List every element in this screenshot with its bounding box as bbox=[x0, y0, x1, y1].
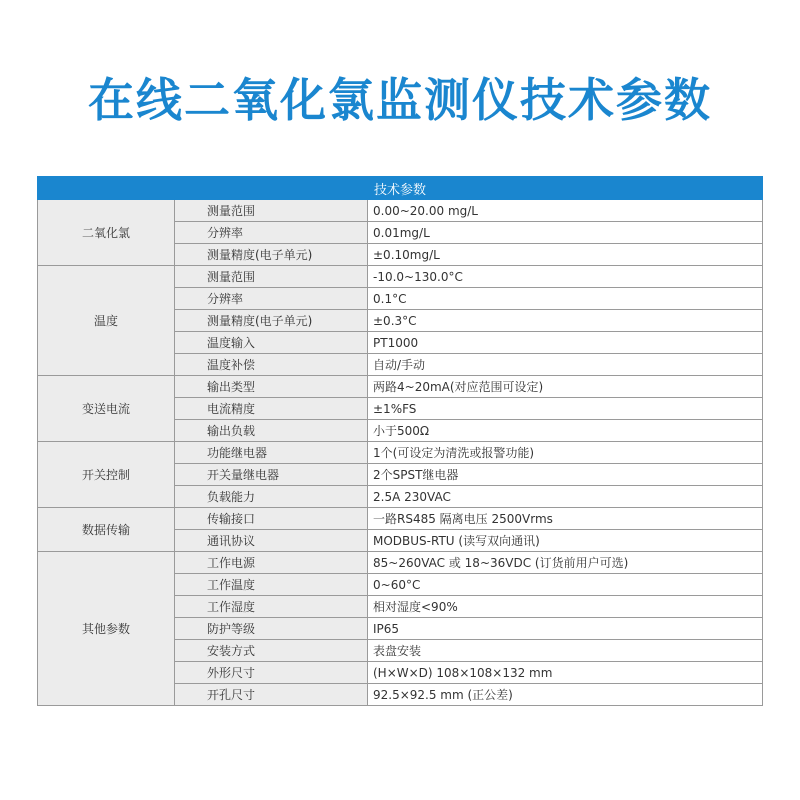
group-label: 其他参数 bbox=[38, 552, 175, 706]
param-value: 0.00~20.00 mg/L bbox=[368, 200, 763, 222]
param-value: ±0.3°C bbox=[368, 310, 763, 332]
group-label: 变送电流 bbox=[38, 376, 175, 442]
param-label: 温度输入 bbox=[175, 332, 368, 354]
param-value: 相对湿度<90% bbox=[368, 596, 763, 618]
param-label: 安装方式 bbox=[175, 640, 368, 662]
param-label: 功能继电器 bbox=[175, 442, 368, 464]
param-label: 测量精度(电子单元) bbox=[175, 244, 368, 266]
table-row bbox=[38, 376, 763, 398]
param-label: 开关量继电器 bbox=[175, 464, 368, 486]
param-value: ±1%FS bbox=[368, 398, 763, 420]
param-label: 外形尺寸 bbox=[175, 662, 368, 684]
param-label: 测量范围 bbox=[175, 200, 368, 222]
param-label: 分辨率 bbox=[175, 222, 368, 244]
table-row bbox=[38, 508, 763, 530]
param-value: 2个SPST继电器 bbox=[368, 464, 763, 486]
param-value: 小于500Ω bbox=[368, 420, 763, 442]
param-label: 测量精度(电子单元) bbox=[175, 310, 368, 332]
param-label: 工作湿度 bbox=[175, 596, 368, 618]
param-label: 温度补偿 bbox=[175, 354, 368, 376]
param-label: 分辨率 bbox=[175, 288, 368, 310]
param-value: 表盘安装 bbox=[368, 640, 763, 662]
param-label: 工作温度 bbox=[175, 574, 368, 596]
param-value: (H×W×D) 108×108×132 mm bbox=[368, 662, 763, 684]
param-label: 工作电源 bbox=[175, 552, 368, 574]
param-label: 传输接口 bbox=[175, 508, 368, 530]
group-label: 开关控制 bbox=[38, 442, 175, 508]
param-value: IP65 bbox=[368, 618, 763, 640]
spec-table bbox=[37, 176, 763, 706]
table-row bbox=[38, 442, 763, 464]
param-label: 负载能力 bbox=[175, 486, 368, 508]
param-label: 输出类型 bbox=[175, 376, 368, 398]
param-value: MODBUS-RTU (读写双向通讯) bbox=[368, 530, 763, 552]
param-label: 电流精度 bbox=[175, 398, 368, 420]
param-value: 一路RS485 隔离电压 2500Vrms bbox=[368, 508, 763, 530]
table-header-row bbox=[38, 177, 763, 200]
table-row bbox=[38, 266, 763, 288]
param-label: 输出负载 bbox=[175, 420, 368, 442]
param-label: 测量范围 bbox=[175, 266, 368, 288]
group-label: 二氧化氯 bbox=[38, 200, 175, 266]
table-row bbox=[38, 200, 763, 222]
param-value: 0.1°C bbox=[368, 288, 763, 310]
param-value: 92.5×92.5 mm (正公差) bbox=[368, 684, 763, 706]
param-label: 防护等级 bbox=[175, 618, 368, 640]
param-value: 85~260VAC 或 18~36VDC (订货前用户可选) bbox=[368, 552, 763, 574]
param-value: 1个(可设定为清洗或报警功能) bbox=[368, 442, 763, 464]
param-value: 自动/手动 bbox=[368, 354, 763, 376]
group-label: 温度 bbox=[38, 266, 175, 376]
param-value: PT1000 bbox=[368, 332, 763, 354]
table-body bbox=[38, 200, 763, 706]
param-value: 0.01mg/L bbox=[368, 222, 763, 244]
table-header: 技术参数 bbox=[38, 177, 763, 200]
param-value: 两路4~20mA(对应范围可设定) bbox=[368, 376, 763, 398]
table-row bbox=[38, 552, 763, 574]
param-value: 0~60°C bbox=[368, 574, 763, 596]
page-title: 在线二氧化氯监测仪技术参数 bbox=[88, 73, 712, 127]
param-value: 2.5A 230VAC bbox=[368, 486, 763, 508]
group-label: 数据传输 bbox=[38, 508, 175, 552]
param-value: -10.0~130.0°C bbox=[368, 266, 763, 288]
param-value: ±0.10mg/L bbox=[368, 244, 763, 266]
param-label: 通讯协议 bbox=[175, 530, 368, 552]
param-label: 开孔尺寸 bbox=[175, 684, 368, 706]
